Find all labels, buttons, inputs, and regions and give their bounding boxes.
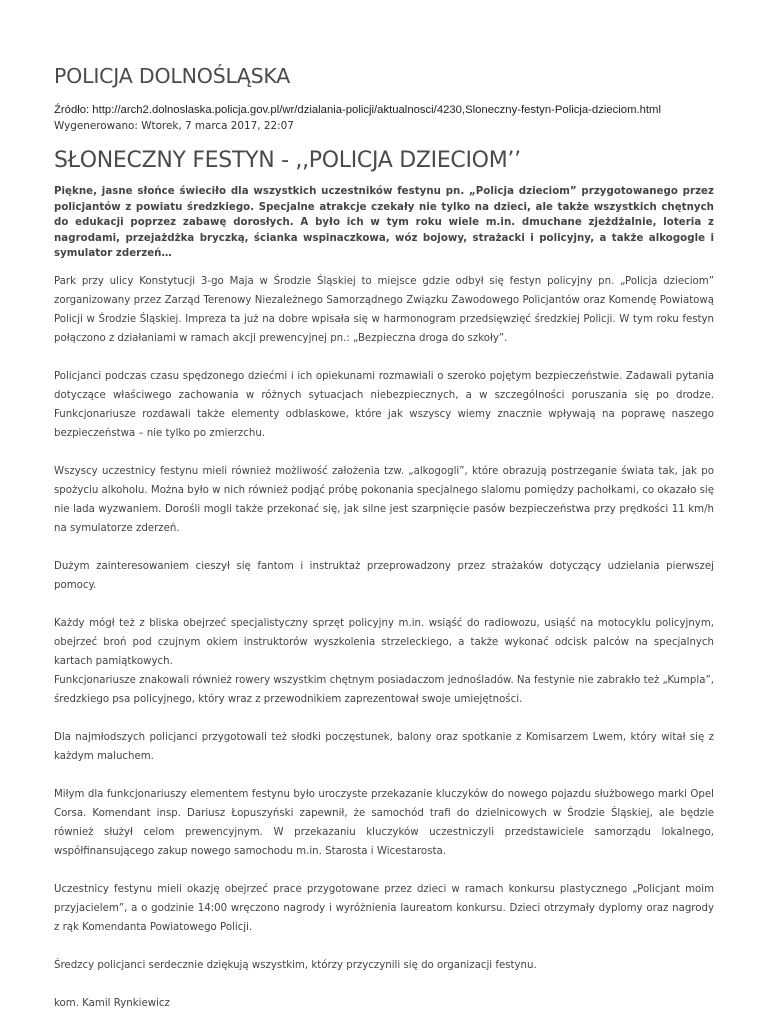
article-lead: Piękne, jasne słońce świeciło dla wszystkich uczestników festynu pn. „Policja dzieciom” przygotowanego przez policjantów z powiatu średzkiego. Specjalne atrakcje czekały nie tylko na dzieci, ale także wszystkich chętnych do edukacji poprzez zabawę dorosłych. A było ich w tym roku wiele m.in. dmuchane zjeżdżalnie, loteria z nagrodami, przejażdżka bryczką, ścianka wspinaczkowa, wóz bojowy, strażacki i policyjny, a także alkogogle i symulator zderzeń… xyxy=(54,186,714,259)
paragraph: Policjanci podczas czasu spędzonego dziećmi i ich opiekunami rozmawiali o szeroko pojętym bezpieczeństwie. Zadawali pytania dotyczące właściwego zachowania w różnych sytuacjach niebezpiecznych, a w szczególności poruszania się po drodze. Funkcjonariusze rozdawali także elementy odblaskowe, które jak wszyscy wiemy znacznie wpływają na poprawę naszego bezpieczeństwa – nie tylko po zmierzchu. xyxy=(54,370,714,439)
paragraph: Wszyscy uczestnicy festynu mieli również możliwość założenia tzw. „alkogogli”, które obrazują postrzeganie świata tak, jak po spożyciu alkoholu. Można było w nich również podjąć próbę pokonania specjalnego slalomu pomiędzy pachołkami, co okazało się nie lada wyzwaniem. Dorośli mogli także przekonać się, jak silne jest szarpnięcie pasów bezpieczeństwa przy prędkości 11 km/h na symulatorze zderzeń. xyxy=(54,465,714,534)
site-title: POLICJA DOLNOŚLĄSKA xyxy=(54,64,291,88)
article-title: SŁONECZNY FESTYN - ,,POLICJA DZIECIOM’’ xyxy=(54,148,521,173)
print-meta xyxy=(54,103,714,134)
source-url: Źródło: http://arch2.dolnoslaska.policja.gov.pl/wr/dzialania-policji/aktualnosci/4230,Sloneczny-festyn-Policja-dzieciom.html xyxy=(54,104,661,116)
paragraph: Dla najmłodszych policjanci przygotowali też słodki poczęstunek, balony oraz spotkanie z Komisarzem Lwem, który witał się z każdym maluchem. xyxy=(54,731,714,762)
article-body xyxy=(54,184,714,1032)
paragraph: Każdy mógł też z bliska obejrzeć specjalistyczny sprzęt policyjny m.in. wsiąść do radiowozu, usiąść na motocyklu policyjnym, obejrzeć broń pod czujnym okiem instruktorów wyszkolenia strzeleckiego, a także wykonać odcisk palców na specjalnych kartach pamiątkowych. xyxy=(54,617,714,667)
paragraph: Dużym zainteresowaniem cieszył się fantom i instruktaż przeprowadzony przez strażaków dotyczący udzielania pierwszej pomocy. xyxy=(54,560,714,591)
paragraph: Uczestnicy festynu mieli okazję obejrzeć prace przygotowane przez dzieci w ramach konkursu plastycznego „Policjant moim przyjacielem”, a o godzinie 14:00 wręczono nagrody i wyróżnienia laureatom konkursu. Dzieci otrzymały dyplomy oraz nagrody z rąk Komendanta Powiatowego Policji. xyxy=(54,883,714,933)
article-author: kom. Kamil Rynkiewicz xyxy=(54,997,170,1009)
paragraph: Średzcy policjanci serdecznie dziękują wszystkim, którzy przyczynili się do organizacji festynu. xyxy=(54,959,537,971)
paragraph: Funkcjonariusze znakowali również rowery wszystkim chętnym posiadaczom jednośladów. Na festynie nie zabrakło też „Kumpla”, średzkiego psa policyjnego, który wraz z przewodnikiem zaprezentował swoje umiejętności. xyxy=(54,674,714,705)
paragraph: Park przy ulicy Konstytucji 3-go Maja w Środzie Śląskiej to miejsce gdzie odbył się festyn policyjny pn. „Policja dzieciom” zorganizowany przez Zarząd Terenowy Niezależnego Samorządnego Związku Zawodowego Policjantów oraz Komendę Powiatową Policji w Środzie Śląskiej. Impreza ta już na dobre wpisała się w harmonogram przedsięwzięć średzkiej Policji. W tym roku festyn połączono z działaniami w ramach akcji prewencyjnej pn.: „Bezpieczna droga do szkoły”. xyxy=(54,275,714,344)
paragraph: Miłym dla funkcjonariuszy elementem festynu było uroczyste przekazanie kluczyków do nowego pojazdu służbowego marki Opel Corsa. Komendant insp. Dariusz Łopuszyński zapewnił, że samochód trafi do dzielnicowych w Środzie Śląskiej, ale będzie również służył celom prewencyjnym. W przekazaniu kluczyków uczestniczyli przedstawiciele samorządu lokalnego, współfinansującego zakup nowego samochodu m.in. Starosta i Wicestarosta. xyxy=(54,788,714,857)
generated-date: Wygenerowano: Wtorek, 7 marca 2017, 22:07 xyxy=(54,119,294,132)
